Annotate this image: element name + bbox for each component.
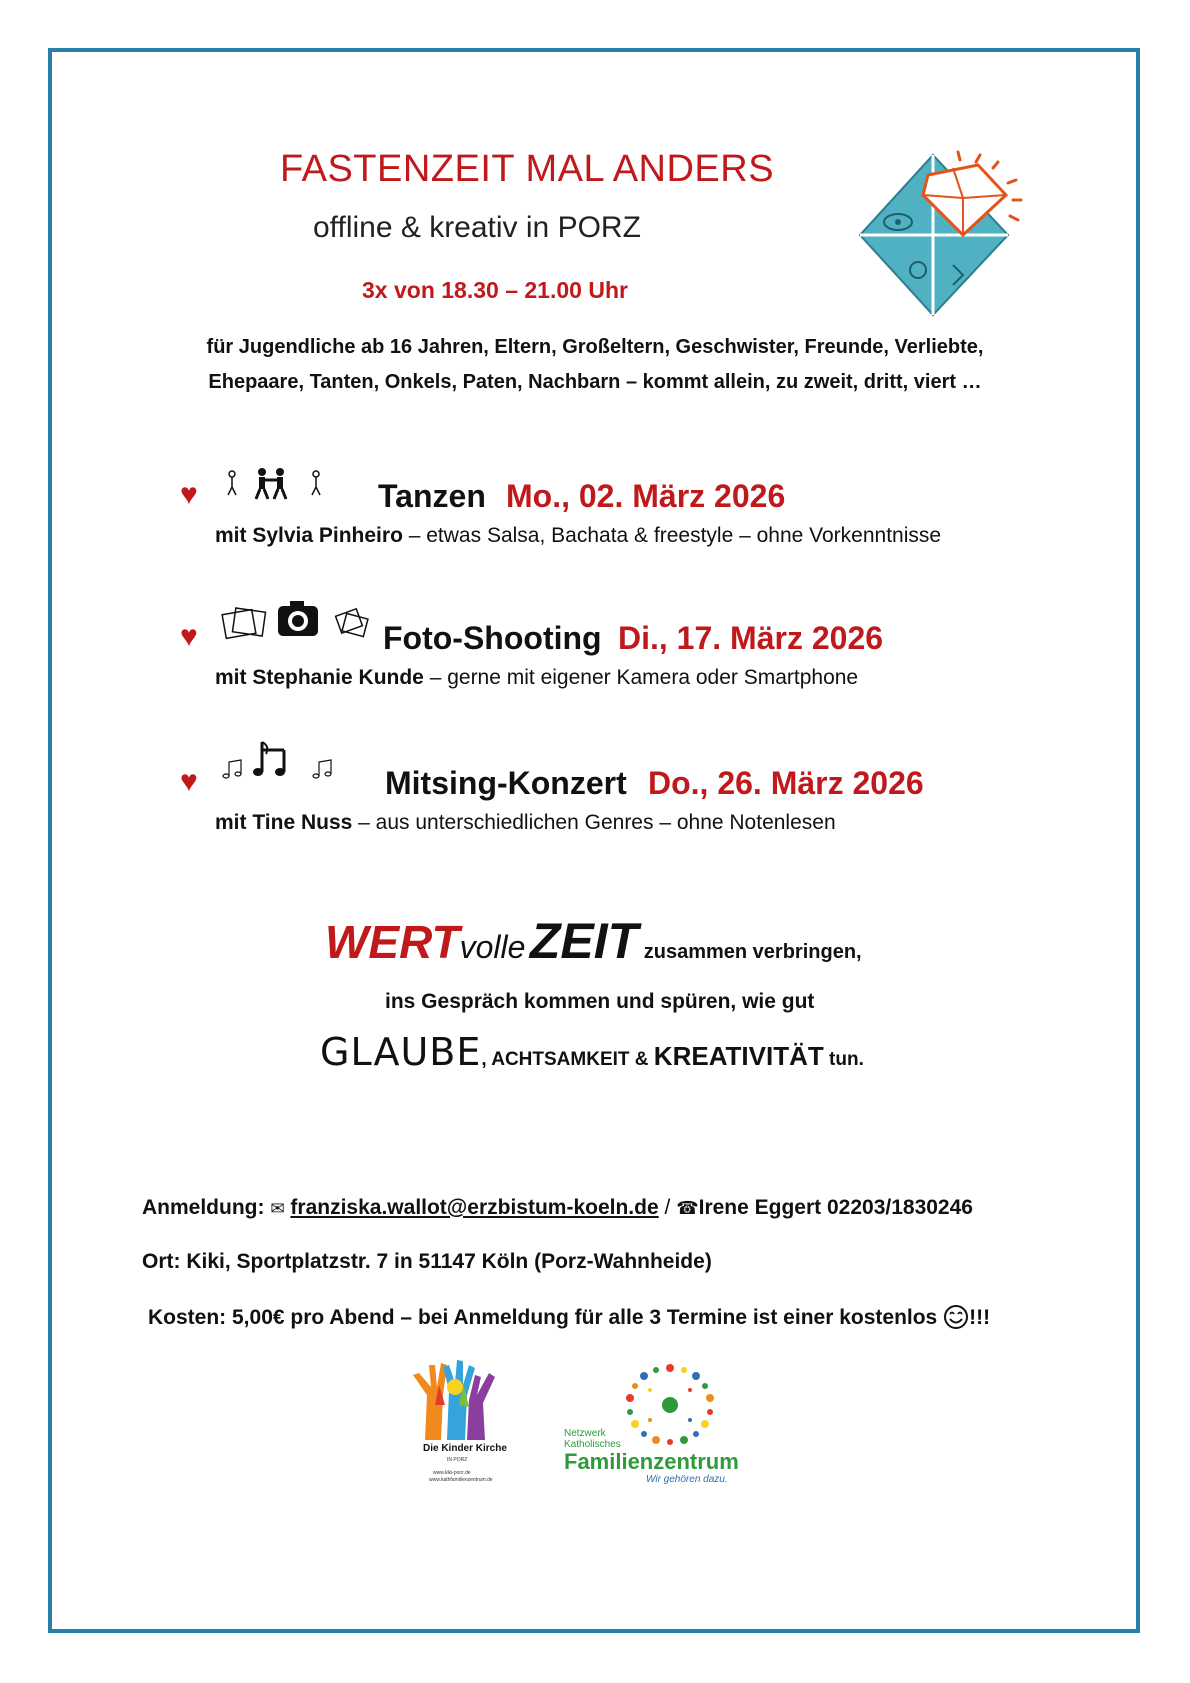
event-detail-foto xyxy=(215,666,858,690)
kiki-name: Die Kinder Kirche xyxy=(423,1443,507,1454)
event-host: mit Tine Nuss xyxy=(215,811,353,834)
event-date-foto: Di., 17. März 2026 xyxy=(618,620,884,656)
fz-network-label: Netzwerk xyxy=(564,1428,606,1439)
registration-line xyxy=(142,1196,973,1220)
event-host: mit Stephanie Kunde xyxy=(215,666,424,689)
kiki-url-1: www.kiki-porz.de xyxy=(433,1470,471,1476)
event-time: 3x von 18.30 – 21.00 Uhr xyxy=(362,277,628,303)
diamond-illustration-icon xyxy=(858,150,1038,320)
event-detail-tanzen xyxy=(215,524,941,548)
hands-logo-icon xyxy=(405,1355,505,1440)
music-notes-icon xyxy=(220,738,340,784)
slogan-achtsamkeit: , ACHTSAMKEIT & xyxy=(481,1049,654,1070)
page-subtitle: offline & kreativ in PORZ xyxy=(313,211,641,244)
event-date-tanzen: Mo., 02. März 2026 xyxy=(506,478,786,514)
registration-label: Anmeldung: xyxy=(142,1196,265,1219)
dancing-icon xyxy=(222,466,332,502)
fz-tagline: Wir gehören dazu. xyxy=(646,1474,728,1485)
event-description: – gerne mit eigener Kamera oder Smartphone xyxy=(423,666,859,689)
envelope-icon: ✉ xyxy=(270,1199,285,1218)
slogan-volle: volle xyxy=(459,929,526,965)
slogan-kreativitaet: KREATIVITÄT xyxy=(653,1041,824,1071)
heart-bullet-icon: ♥ xyxy=(180,765,198,798)
separator: / xyxy=(664,1196,671,1219)
event-title-mitsing: Mitsing-Konzert xyxy=(385,765,627,801)
audience-line-2: Ehepaare, Tanten, Onkels, Paten, Nachbarn – kommt allein, zu zweit, dritt, viert … xyxy=(208,371,982,393)
event-description: – aus unterschiedlichen Genres – ohne Notenlesen xyxy=(352,811,836,834)
heart-bullet-icon: ♥ xyxy=(180,620,198,653)
cost-text: Kosten: 5,00€ pro Abend – bei Anmeldung für alle 3 Termine ist einer kostenlos xyxy=(148,1306,938,1329)
kiki-logo xyxy=(405,1355,505,1485)
fz-catholic-label: Katholisches xyxy=(564,1439,621,1450)
fz-main-label: Familienzentrum xyxy=(564,1449,739,1474)
phone-icon: ☎ xyxy=(676,1198,699,1218)
event-date-mitsing: Do., 26. März 2026 xyxy=(648,765,924,801)
slogan-wert: WERT xyxy=(325,916,460,968)
familienzentrum-logo xyxy=(560,1360,740,1485)
event-detail-mitsing xyxy=(215,811,836,835)
phone-contact: Irene Eggert 02203/1830246 xyxy=(698,1196,973,1219)
kiki-url-2: www.kathfamilienzentrum.de xyxy=(429,1477,493,1483)
page-title: FASTENZEIT MAL ANDERS xyxy=(280,148,775,190)
dots-circle-icon xyxy=(620,1360,720,1450)
slogan-line-1 xyxy=(325,912,862,970)
event-title-tanzen: Tanzen xyxy=(378,478,486,514)
cost-line xyxy=(148,1304,990,1330)
event-description: – etwas Salsa, Bachata & freestyle – ohne Vorkenntnisse xyxy=(402,524,942,547)
smiley-icon xyxy=(943,1304,969,1330)
slogan-rest: zusammen verbringen, xyxy=(638,941,862,963)
email-link[interactable]: franziska.wallot@erzbistum-koeln.de xyxy=(290,1196,659,1219)
audience-line-1: für Jugendliche ab 16 Jahren, Eltern, Großeltern, Geschwister, Freunde, Verliebte, xyxy=(206,336,984,358)
slogan-line-2: ins Gespräch kommen und spüren, wie gut xyxy=(385,990,815,1013)
slogan-zeit: ZEIT xyxy=(529,913,639,969)
location-line: Ort: Kiki, Sportplatzstr. 7 in 51147 Köln (Porz-Wahnheide) xyxy=(142,1250,712,1273)
event-host: mit Sylvia Pinheiro xyxy=(215,524,403,547)
event-title-foto: Foto-Shooting xyxy=(383,620,602,656)
kiki-location: IN PORZ xyxy=(447,1457,468,1463)
audience-text xyxy=(150,330,1040,400)
slogan-tun: tun. xyxy=(823,1049,864,1070)
slogan-glaube: GLAUBE xyxy=(320,1030,482,1074)
slogan-line-3 xyxy=(320,1030,864,1074)
camera-icon xyxy=(220,598,370,646)
heart-bullet-icon: ♥ xyxy=(180,478,198,511)
cost-exclamation: !!! xyxy=(969,1306,991,1329)
